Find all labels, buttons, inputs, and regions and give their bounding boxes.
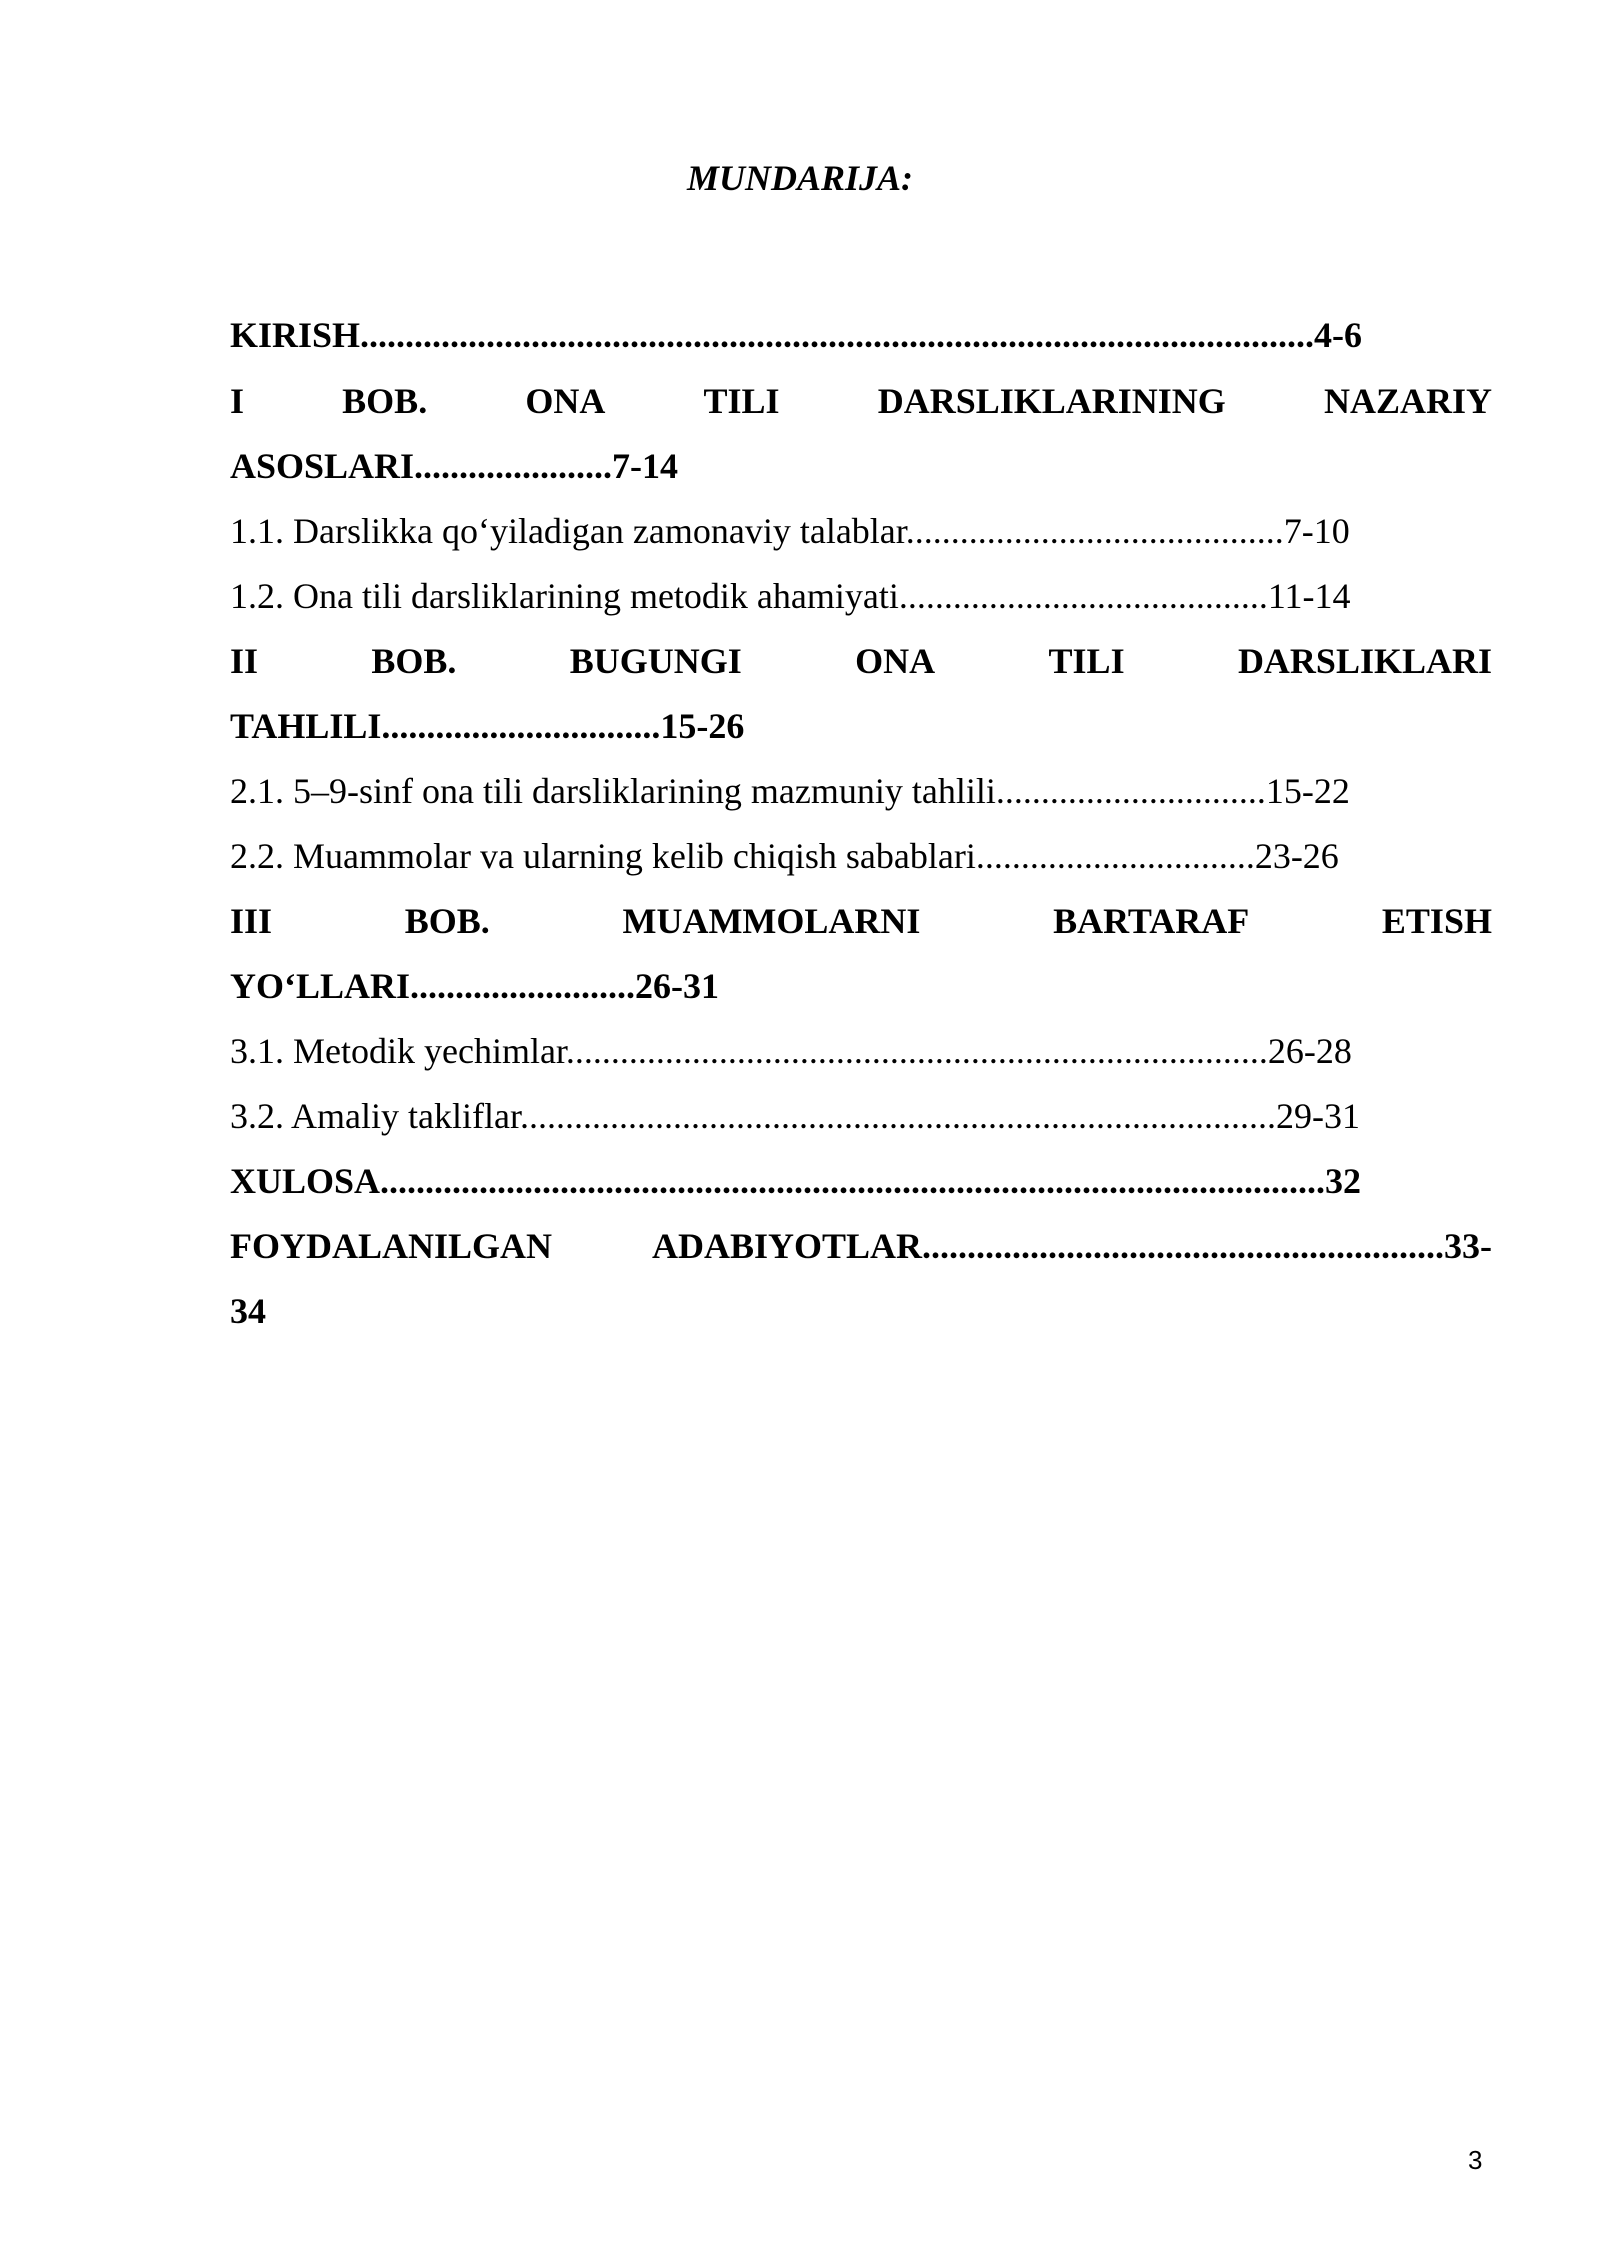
- toc-chapter-3-heading: [230, 896, 1492, 946]
- toc-entry-3-2: 3.2. Amaliy takliflar....................................................................................29-31: [230, 1096, 1360, 1136]
- toc-chapter-1-continuation: ASOSLARI......................7-14: [230, 446, 679, 486]
- toc-foydalanilgan-word: ADABIYOTLAR..........................................................33-: [651, 1226, 1492, 1266]
- toc-entry-kirish: KIRISH..........................................................................................................4-6: [230, 315, 1363, 355]
- toc-entry-1-1: 1.1. Darslikka qo‘yiladigan zamonaviy talablar..........................................7-10: [230, 511, 1350, 551]
- toc-chapter-2-word: II: [230, 641, 259, 681]
- toc-entry-1-2: 1.2. Ona tili darsliklarining metodik ahamiyati.........................................11-14: [230, 576, 1351, 616]
- toc-chapter-3-word: BOB.: [404, 901, 490, 941]
- toc-entry-xulosa: XULOSA.........................................................................................................32: [230, 1161, 1362, 1201]
- toc-chapter-3-word: BARTARAF: [1053, 901, 1250, 941]
- toc-entry-foydalanilgan-continuation: 34: [230, 1291, 266, 1331]
- toc-chapter-2-word: BUGUNGI: [569, 641, 742, 681]
- toc-chapter-2-heading: [230, 636, 1492, 686]
- toc-entry-2-2: 2.2. Muammolar va ularning kelib chiqish sabablari...............................23-26: [230, 836, 1339, 876]
- toc-chapter-2-continuation: TAHLILI...............................15-26: [230, 706, 745, 746]
- toc-chapter-2-word: BOB.: [371, 641, 457, 681]
- toc-chapter-2-word: DARSLIKLARI: [1237, 641, 1492, 681]
- toc-chapter-3-word: ETISH: [1381, 901, 1492, 941]
- toc-chapter-1-word: NAZARIY: [1323, 381, 1492, 421]
- toc-chapter-1-word: ONA: [525, 381, 606, 421]
- toc-foydalanilgan-word: FOYDALANILGAN: [230, 1226, 553, 1266]
- toc-chapter-3-continuation: YO‘LLARI.........................26-31: [230, 966, 720, 1006]
- toc-entry-2-1: 2.1. 5–9-sinf ona tili darsliklarining mazmuniy tahlili..............................15-22: [230, 771, 1350, 811]
- toc-chapter-1-word: TILI: [703, 381, 780, 421]
- toc-chapter-1-word: BOB.: [342, 381, 428, 421]
- toc-chapter-2-word: TILI: [1048, 641, 1125, 681]
- toc-chapter-3-word: MUAMMOLARNI: [622, 901, 921, 941]
- toc-chapter-3-word: III: [230, 901, 273, 941]
- toc-chapter-1-word: DARSLIKLARINING: [877, 381, 1226, 421]
- toc-entry-3-1: 3.1. Metodik yechimlar..............................................................................26-28: [230, 1031, 1352, 1071]
- toc-chapter-1-word: I: [230, 381, 245, 421]
- toc-chapter-2-word: ONA: [855, 641, 936, 681]
- page-title: MUNDARIJA:: [686, 158, 914, 198]
- toc-chapter-1-heading: [230, 376, 1492, 426]
- page-number: 3: [1468, 2145, 1483, 2175]
- toc-entry-foydalanilgan-heading: [230, 1221, 1492, 1271]
